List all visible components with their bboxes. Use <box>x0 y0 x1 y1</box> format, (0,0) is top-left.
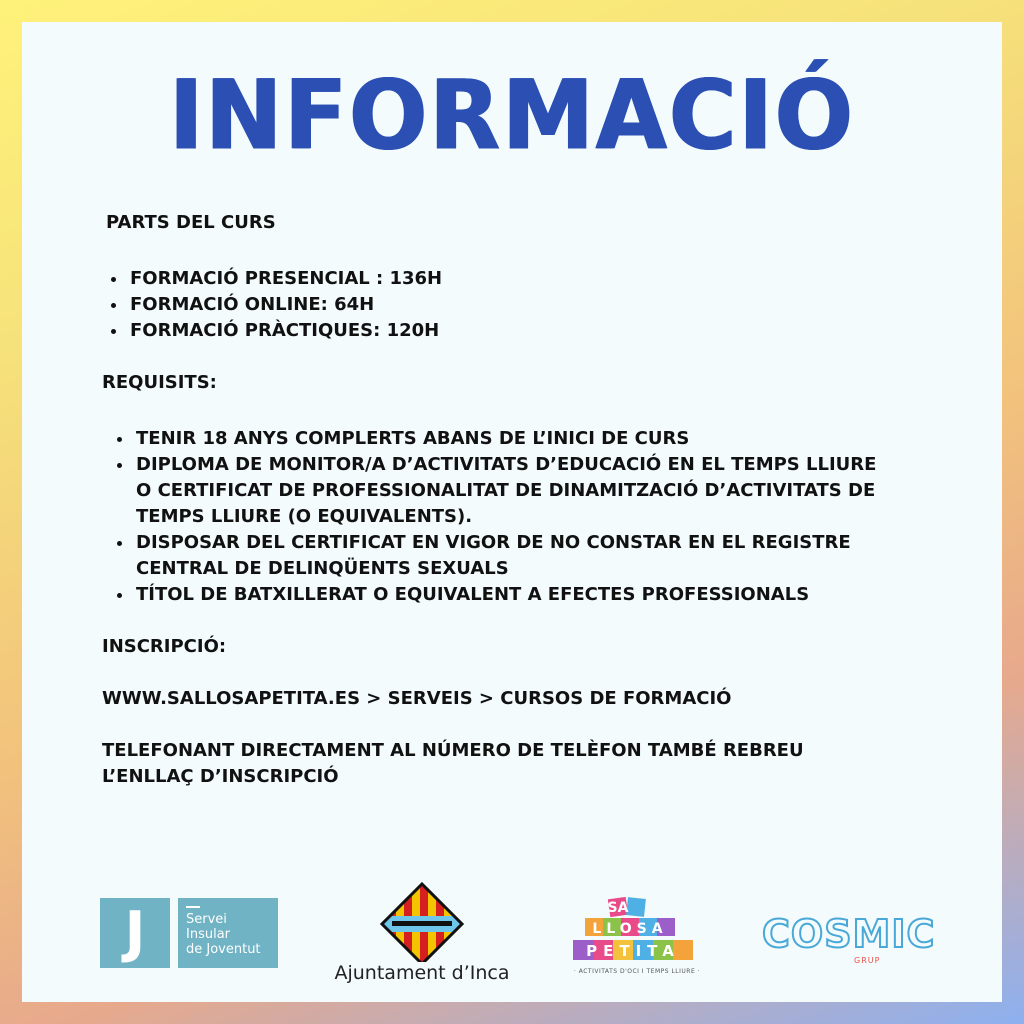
inscripcio-web: WWW.SALLOSAPETITA.ES > SERVEIS > CURSOS DE FORMACIÓ <box>102 688 732 709</box>
servei-text: Servei Insular de Joventut <box>178 898 278 968</box>
poster <box>22 22 1002 1002</box>
list-item: • FORMACIÓ PRÀCTIQUES: 120H <box>128 318 962 344</box>
cosmic-grup-logo <box>762 912 936 965</box>
inscripcio-phone: TELEFONANT DIRECTAMENT AL NÚMERO DE TELÈFON TAMBÉ REBREU L’ENLLAÇ D’INSCRIPCIÓ <box>102 740 804 787</box>
list-item: • TENIR 18 ANYS COMPLERTS ABANS DE L’INICI DE CURS <box>134 426 894 452</box>
logos-row <box>22 882 1002 992</box>
svg-text:LLOSA: LLOSA <box>592 921 668 937</box>
list-item: • FORMACIÓ PRESENCIAL : 136H <box>128 266 962 292</box>
requisits-heading: REQUISITS: <box>102 372 217 393</box>
inscripcio-heading: INSCRIPCIÓ: <box>102 636 227 657</box>
shield-icon <box>322 882 522 962</box>
sa-llosa-tagline: · ACTIVITATS D'OCI I TEMPS LLIURE · <box>573 968 701 975</box>
j-mark: J <box>100 898 170 968</box>
list-item: • DISPOSAR DEL CERTIFICAT EN VIGOR DE NO CONSTAR EN EL REGISTRE CENTRAL DE DELINQÜENTS SEXUALS <box>134 530 894 582</box>
ajuntament-inca-logo <box>322 882 522 992</box>
list-item: • DIPLOMA DE MONITOR/A D’ACTIVITATS D’EDUCACIÓ EN EL TEMPS LLIURE O CERTIFICAT DE PROFESSIONALITAT DE DINAMITZACIÓ D’ACTIVITATS DE TEMPS LLIURE (O EQUIVALENTS). <box>134 452 894 530</box>
content <box>102 210 962 790</box>
list-item: • TÍTOL DE BATXILLERAT O EQUIVALENT A EFECTES PROFESSIONALS <box>134 582 894 608</box>
servei-insular-logo <box>100 898 280 968</box>
sa-llosa-petita-logo <box>567 896 707 986</box>
page-title: INFORMACIÓ <box>169 59 855 172</box>
parts-list <box>102 266 962 344</box>
svg-text:SA: SA <box>607 900 629 916</box>
cosmic-sub: GRUP <box>854 956 881 965</box>
list-item: • FORMACIÓ ONLINE: 64H <box>128 292 962 318</box>
parts-heading: PARTS DEL CURS <box>106 212 276 233</box>
inca-name: Ajuntament d’Inca <box>334 962 510 984</box>
cosmic-word: COSMIC <box>762 912 936 956</box>
svg-text:PETITA: PETITA <box>586 942 680 960</box>
requisits-list <box>102 426 894 608</box>
